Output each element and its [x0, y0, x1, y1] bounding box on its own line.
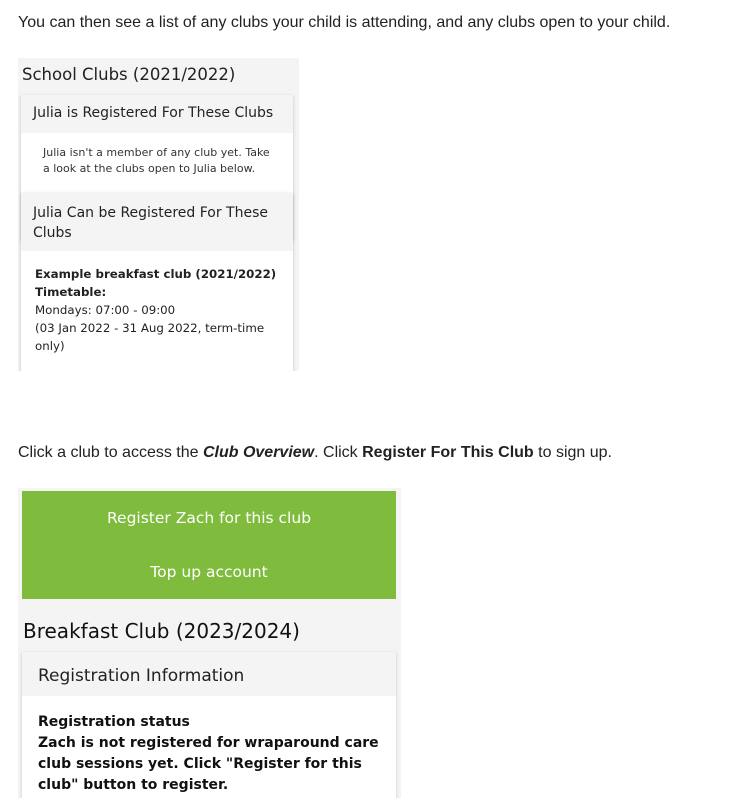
club-overview-screenshot	[18, 488, 401, 798]
top-up-account-button[interactable]: Top up account	[22, 545, 396, 599]
club-list-item[interactable]	[21, 251, 293, 355]
school-clubs-title: School Clubs (2021/2022)	[22, 65, 236, 84]
date-range: (03 Jan 2022 - 31 Aug 2022, term-time only)	[35, 321, 265, 353]
club-name[interactable]: Example breakfast club (2021/2022)	[35, 267, 277, 281]
registration-info-card	[22, 652, 396, 798]
available-clubs-card	[21, 193, 293, 371]
available-clubs-header: Julia Can be Registered For These Clubs	[21, 193, 293, 251]
school-clubs-screenshot	[18, 58, 299, 371]
register-for-club-emphasis: Register For This Club	[362, 444, 534, 461]
timetable-label: Timetable:	[35, 285, 107, 299]
registered-clubs-header: Julia is Registered For These Clubs	[21, 95, 293, 133]
registration-status-label: Registration status	[38, 714, 190, 730]
timetable-line: Mondays: 07:00 - 09:00	[35, 303, 176, 317]
intro2-post: to sign up.	[533, 444, 612, 461]
intro-text-2	[18, 443, 612, 463]
intro2-pre: Click a club to access the	[18, 444, 203, 461]
registration-info-header: Registration Information	[22, 652, 396, 696]
club-title: Breakfast Club (2023/2024)	[23, 619, 300, 643]
club-overview-emphasis: Club Overview	[202, 444, 315, 461]
register-club-button[interactable]: Register Zach for this club	[22, 491, 396, 545]
registration-status-message: Zach is not registered for wraparound care club sessions yet. Click "Register for this club" button to register.	[38, 735, 379, 793]
intro2-mid: . Click	[314, 444, 363, 461]
registered-clubs-empty-message: Julia isn't a member of any club yet. Take a look at the clubs open to Julia below.	[43, 146, 270, 175]
registration-info-body	[22, 696, 396, 796]
intro-text-1: You can then see a list of any clubs your child is attending, and any clubs open to your child.	[18, 14, 671, 31]
